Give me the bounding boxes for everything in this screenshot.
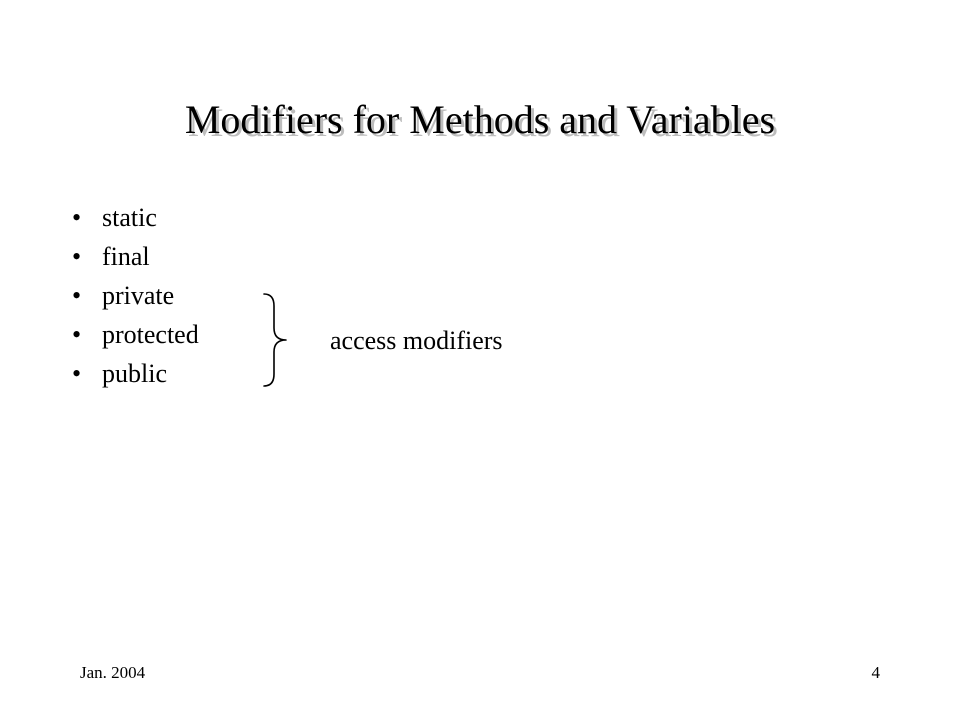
bullet-item-final (72, 237, 199, 276)
bullet-list (72, 198, 199, 393)
bullet-icon: • (72, 242, 82, 271)
page-number: 4 (871, 663, 880, 682)
right-brace-icon (258, 292, 298, 388)
bullet-icon: • (72, 359, 82, 388)
bullet-icon: • (72, 281, 82, 310)
bullet-item-static (72, 198, 199, 237)
bullet-icon: • (72, 320, 82, 349)
bullet-item-public (72, 354, 199, 393)
bullet-item-private (72, 276, 199, 315)
footer-date: Jan. 2004 (80, 663, 146, 682)
bullet-text: protected (102, 320, 199, 349)
bullet-text: private (102, 281, 175, 310)
bullet-text: final (102, 242, 150, 271)
access-modifiers-label: access modifiers (330, 326, 503, 355)
bullet-text: static (102, 203, 157, 232)
bullet-icon: • (72, 203, 82, 232)
bullet-text: public (102, 359, 167, 388)
slide-title: Modifiers for Methods and Variables (184, 97, 776, 142)
bullet-item-protected (72, 315, 199, 354)
